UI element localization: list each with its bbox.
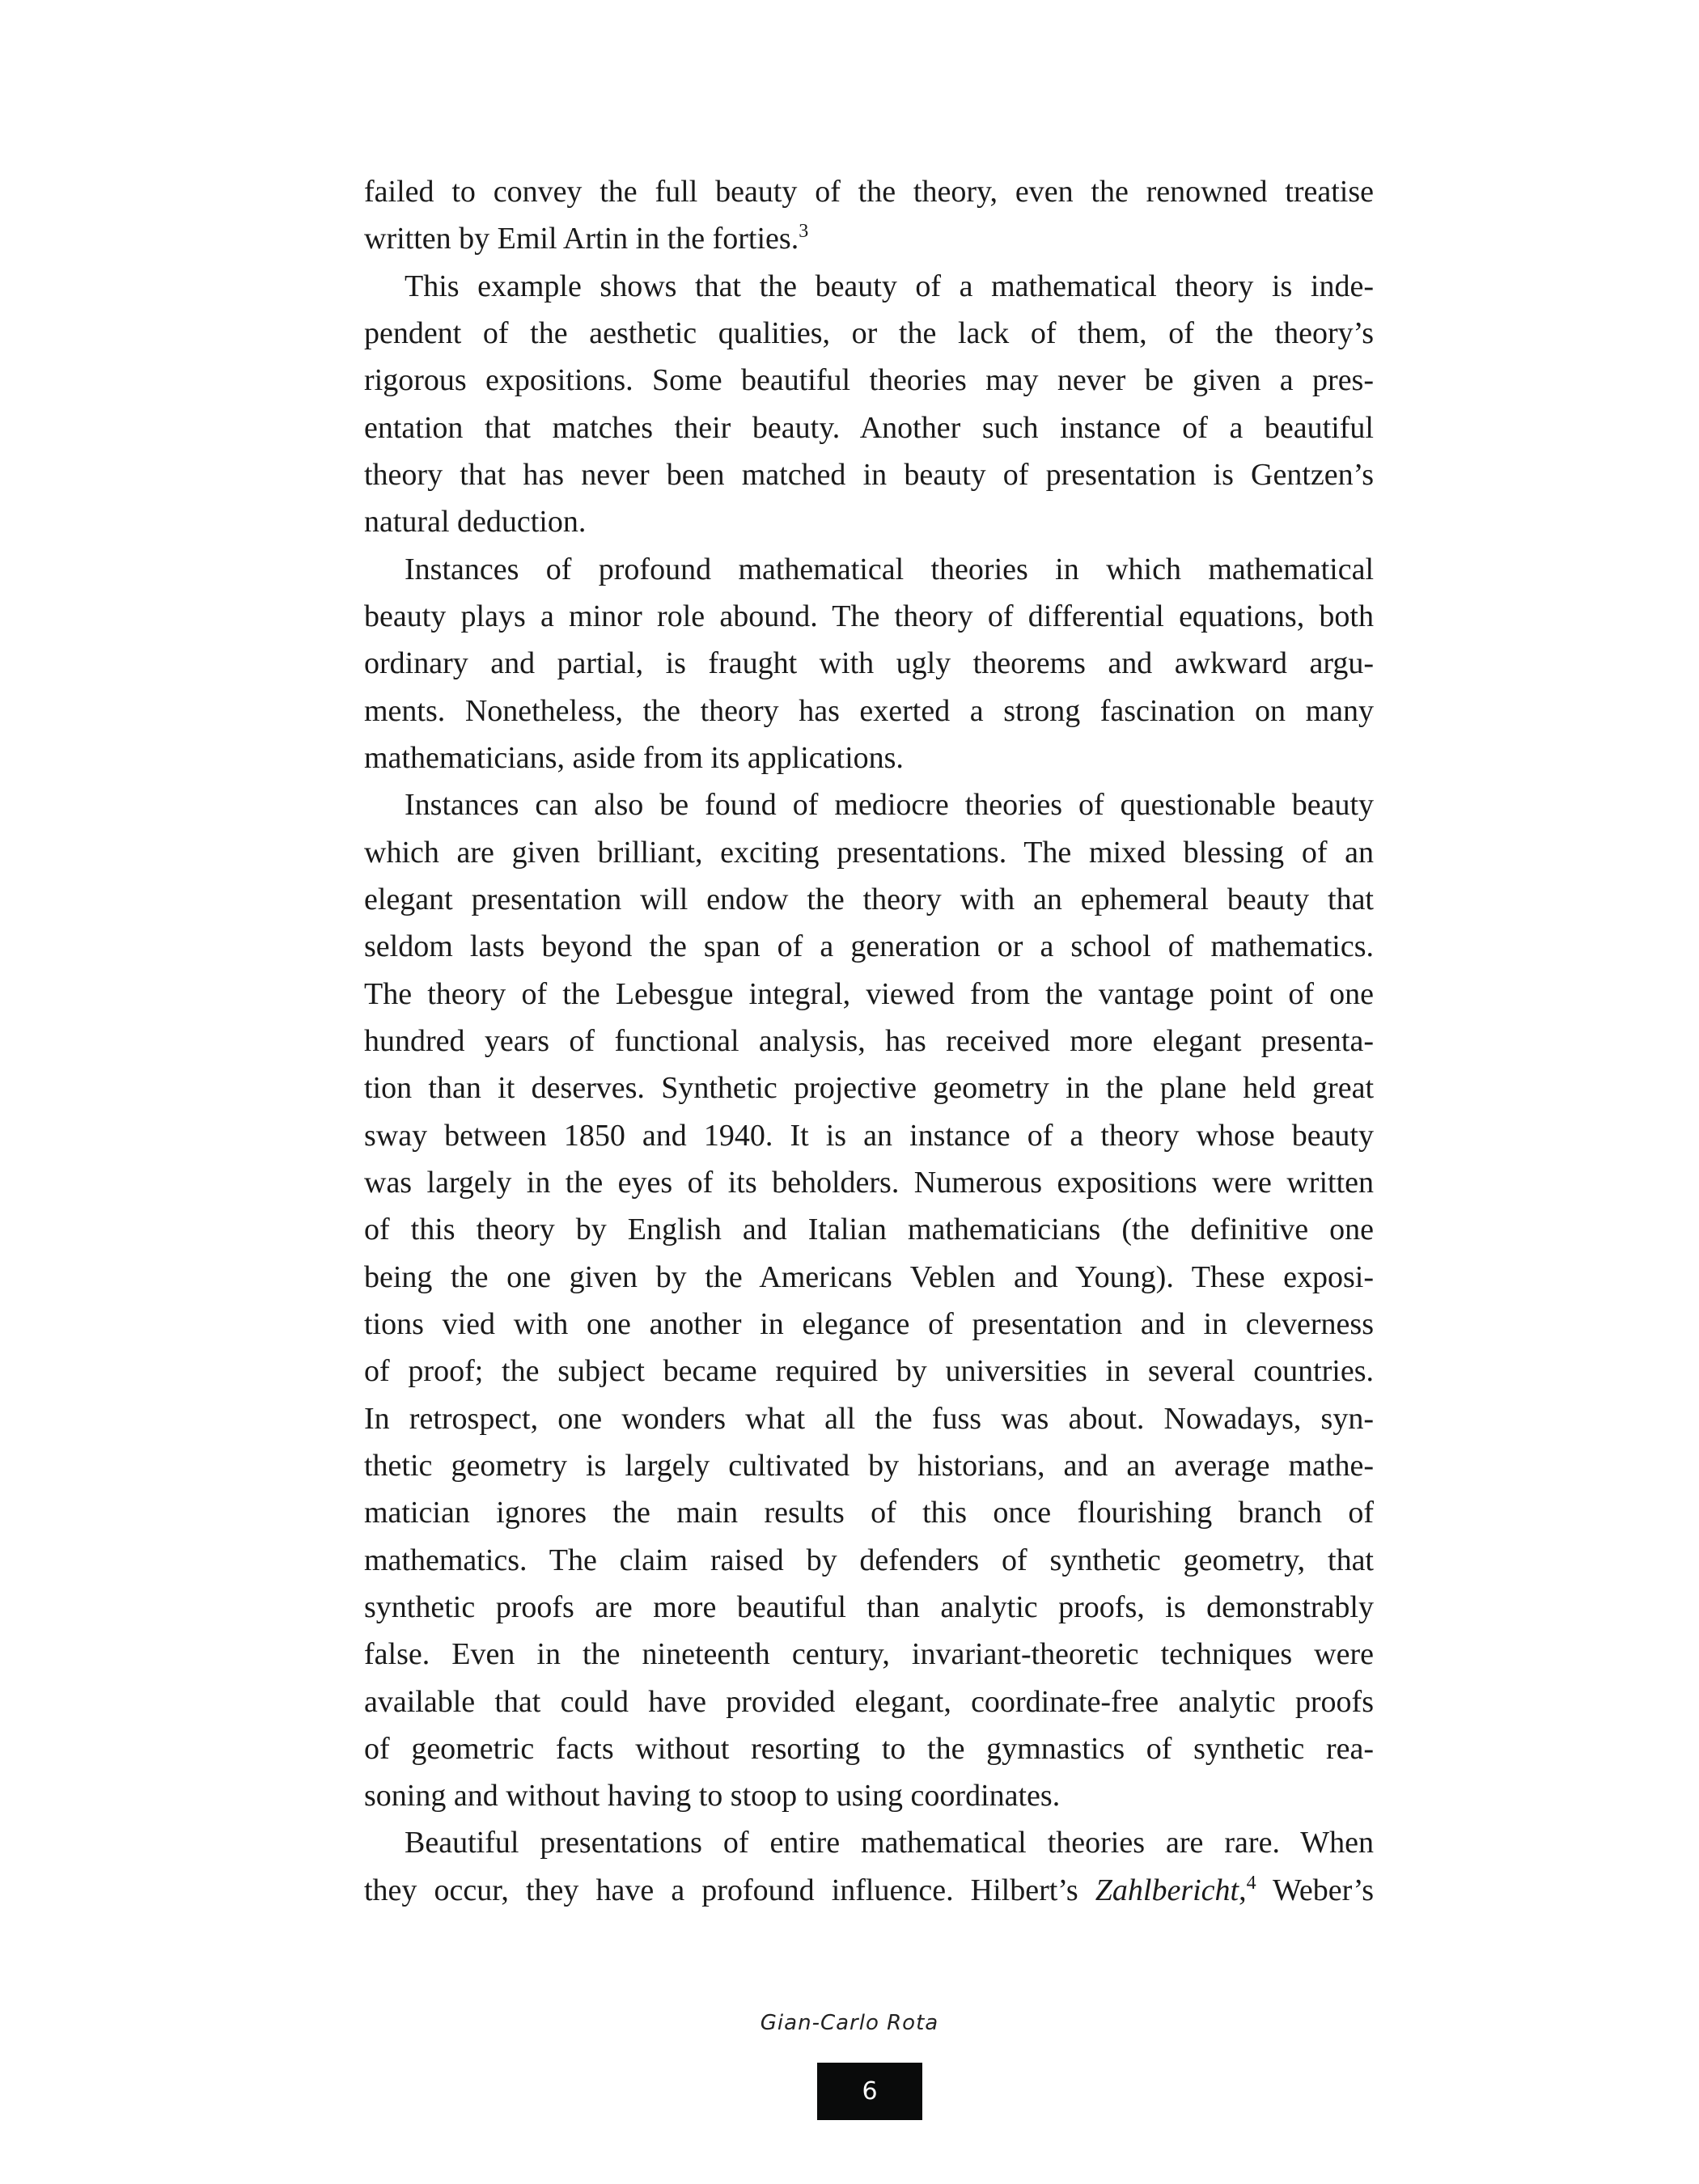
text-line [364,1159,1374,1206]
text-line [364,404,1374,451]
text-line [364,876,1374,923]
text-line [364,829,1374,876]
text-line [364,498,1374,545]
text-run: This example shows that the beauty of a mathematical theory is inde- [405,269,1374,303]
text-run: of geometric facts without resorting to the gymnastics of synthetic rea- [364,1731,1374,1766]
text-run: theory that has never been matched in beauty of presentation is Gentzen’s [364,457,1374,492]
text-line [364,1489,1374,1536]
text-run: Beautiful presentations of entire mathematical theories are rare. When [405,1826,1374,1860]
text-run: pendent of the aesthetic qualities, or the lack of them, of the theory’s [364,315,1374,350]
text-run: was largely in the eyes of its beholders. Numerous expositions were written [364,1165,1374,1200]
text-line [364,1348,1374,1395]
text-line [364,357,1374,404]
text-run: sway between 1850 and 1940. It is an instance of a theory whose beauty [364,1118,1374,1153]
text-line [364,1395,1374,1442]
page-number: 6 [862,2077,878,2106]
text-line [364,1867,1374,1914]
text-line [364,1064,1374,1111]
text-line [364,263,1374,310]
text-run: which are given brilliant, exciting presentations. The mixed blessing of an [364,835,1374,870]
text-line [364,1772,1374,1819]
text-run: ordinary and partial, is fraught with ugly theorems and awkward argu- [364,646,1374,681]
text-line [364,593,1374,640]
text-line [364,1206,1374,1253]
text-line [364,1442,1374,1489]
body-text [364,168,1374,1867]
text-run: Instances of profound mathematical theories in which mathematical [405,552,1374,586]
text-run: synthetic proofs are more beautiful than analytic proofs, is demonstrably [364,1589,1374,1624]
text-run: false. Even in the nineteenth century, invariant-theoretic techniques were [364,1637,1374,1672]
text-line [364,1819,1374,1866]
text-run: ments. Nonetheless, the theory has exerted a strong fascination on many [364,693,1374,728]
text-line [364,640,1374,687]
text-run: of this theory by English and Italian mathematicians (the definitive one [364,1213,1374,1247]
running-footer-author: Gian-Carlo Rota [760,2011,939,2035]
text-line [364,1254,1374,1301]
text-run: Weber’s [1273,1873,1374,1907]
text-run: natural deduction. [364,505,587,540]
text-run: soning and without having to stoop to using coordinates. [364,1779,1061,1814]
text-run: beauty plays a minor role abound. The theory of differential equations, both [364,599,1374,633]
text-line [364,781,1374,828]
text-line [364,451,1374,498]
text-run: seldom lasts beyond the span of a generation or a school of mathematics. [364,929,1374,964]
footnote-marker[interactable]: 3 [799,221,809,243]
footnote-marker[interactable]: 4 [1246,1872,1256,1894]
text-run: In retrospect, one wonders what all the fuss was about. Nowadays, syn- [364,1401,1374,1436]
text-run: tions vied with one another in elegance of presentation and in cleverness [364,1306,1374,1341]
text-run: mathematicians, aside from its applications. [364,740,904,775]
text-run: rigorous expositions. Some beautiful theories may never be given a pres- [364,363,1374,398]
text-line [364,971,1374,1018]
text-run: The theory of the Lebesgue integral, viewed from the vantage point of one [364,976,1374,1011]
text-run: thetic geometry is largely cultivated by historians, and an average mathe- [364,1448,1374,1483]
text-line [364,310,1374,357]
text-line [364,215,1374,262]
text-line [364,688,1374,734]
text-line [364,923,1374,970]
text-run: matician ignores the main results of this once flourishing branch of [364,1496,1374,1530]
page-number-box [817,2063,922,2120]
text-line [364,1301,1374,1348]
text-run: mathematics. The claim raised by defenders of synthetic geometry, that [364,1543,1374,1577]
text-run: they occur, they have a profound influence. Hilbert’s [364,1873,1078,1907]
text-run: , [1239,1873,1247,1907]
text-line [364,1584,1374,1631]
text-line [364,1018,1374,1064]
text-run: hundred years of functional analysis, has received more elegant presenta- [364,1023,1374,1058]
text-run: failed to convey the full beauty of the theory, even the renowned treatise [364,175,1374,209]
text-line [364,734,1374,781]
text-line [364,1678,1374,1725]
text-run: of proof; the subject became required by universities in several countries. [364,1354,1374,1389]
body-text-final-line-wrap [364,1867,1374,1914]
text-line [364,1631,1374,1678]
italic-title: Zahlbericht [1095,1873,1239,1907]
text-line [364,1537,1374,1584]
text-run: Instances can also be found of mediocre theories of questionable beauty [405,788,1374,823]
text-run: elegant presentation will endow the theory with an ephemeral beauty that [364,882,1374,916]
text-line [364,1112,1374,1159]
text-line [364,1725,1374,1772]
text-run: tion than it deserves. Synthetic projective geometry in the plane held great [364,1071,1374,1106]
text-run: entation that matches their beauty. Another such instance of a beautiful [364,410,1374,445]
text-run: available that could have provided elegant, coordinate-free analytic proofs [364,1684,1374,1719]
text-line [364,546,1374,593]
text-run: being the one given by the Americans Veblen and Young). These exposi- [364,1259,1374,1294]
text-run: written by Emil Artin in the forties. [364,222,799,256]
text-line [364,168,1374,215]
